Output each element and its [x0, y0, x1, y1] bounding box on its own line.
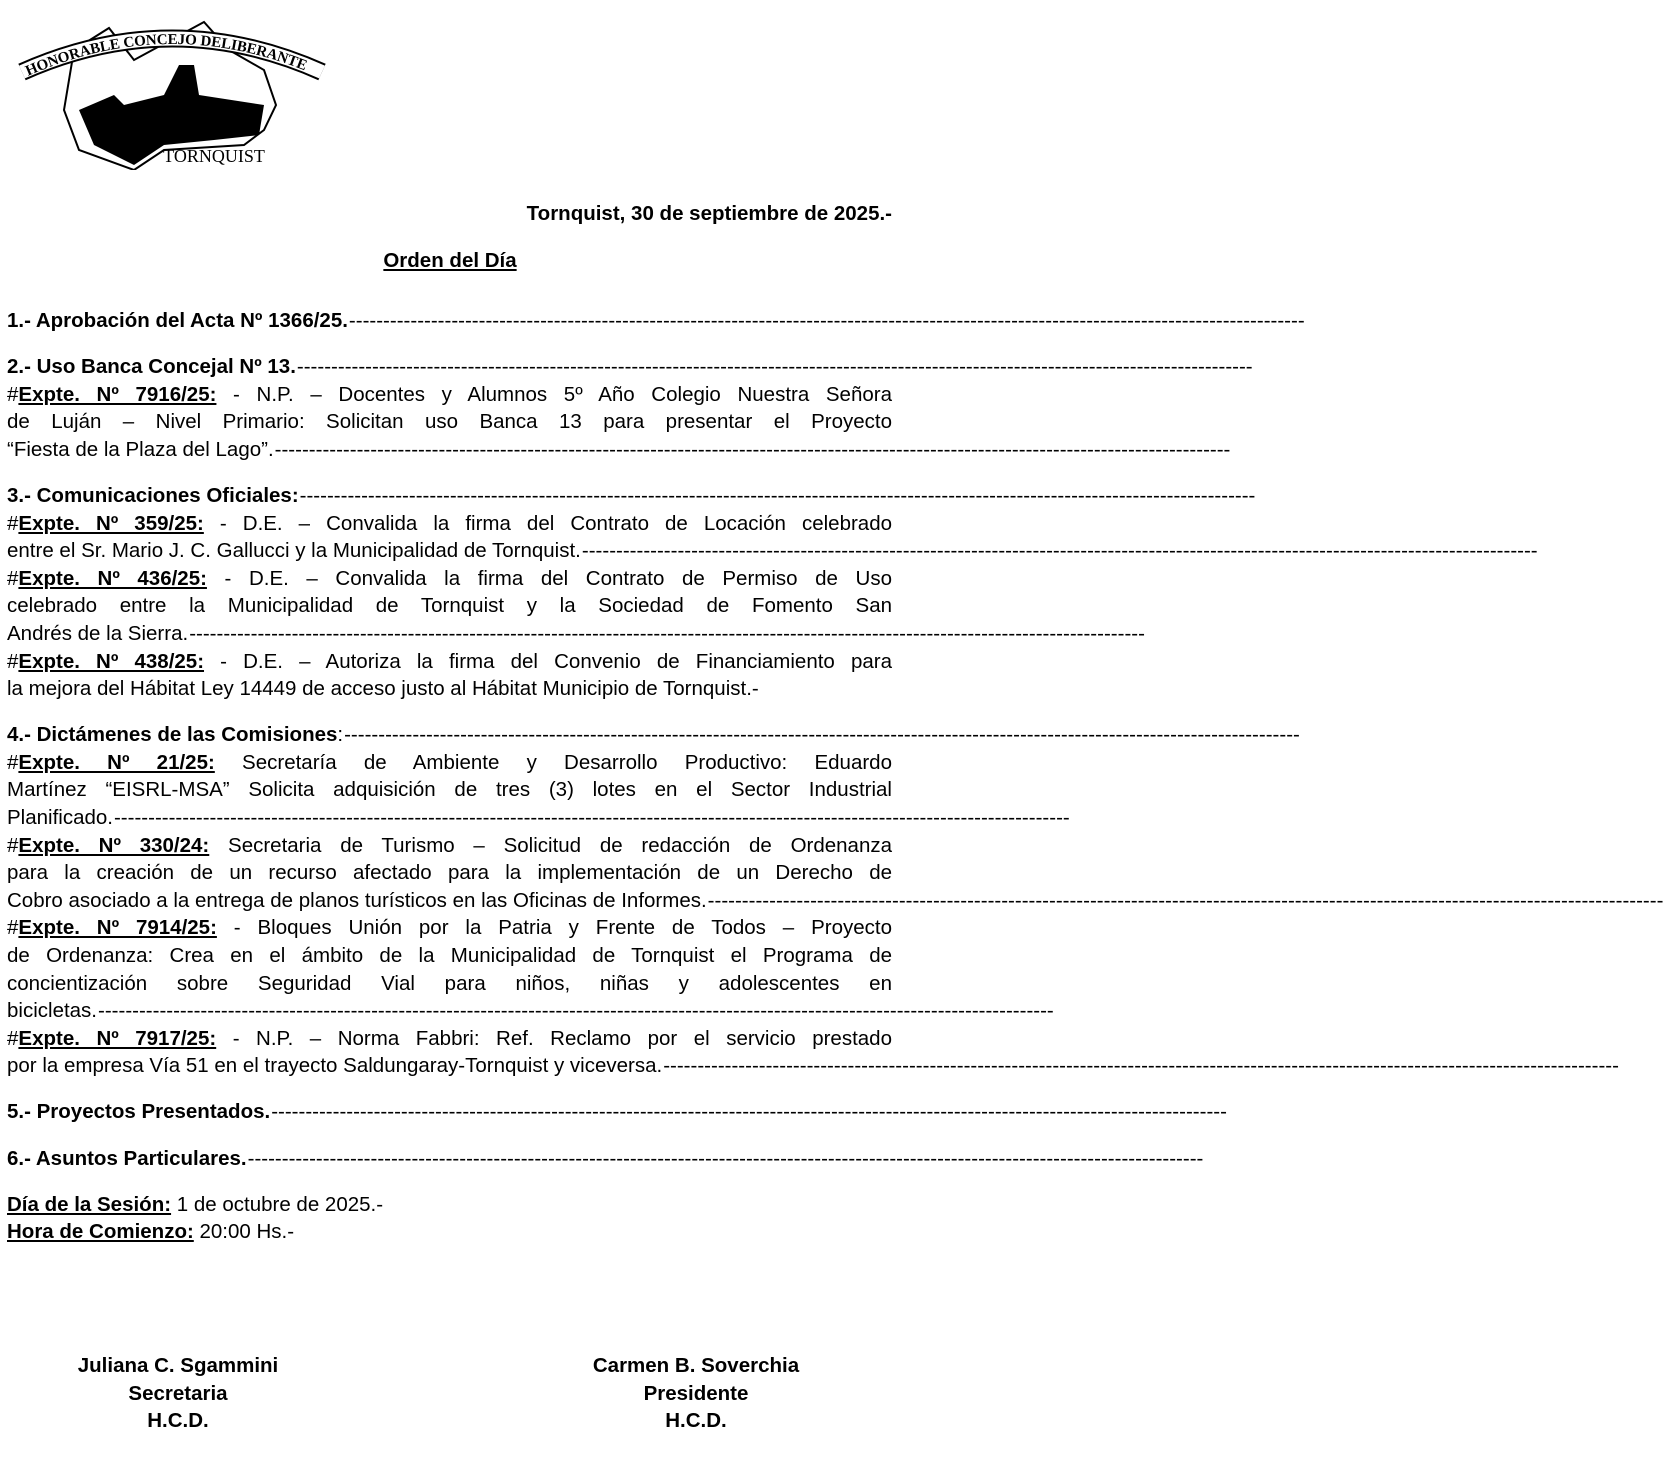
- dash-filler: --------------------------------------------------------------------------------------------------------------------------------------------: [247, 1146, 1204, 1170]
- expte-number: Expte. Nº 438/25:: [18, 649, 205, 673]
- item-heading-text: 4.- Dictámenes de las Comisiones: [7, 723, 338, 747]
- agenda-item: [7, 307, 1305, 335]
- session-day-value: 1 de octubre de 2025.-: [171, 1192, 384, 1216]
- item-heading: [7, 1098, 1227, 1126]
- item-heading-text: 1.- Aprobación del Acta Nº 1366/25.: [7, 309, 348, 332]
- expte-text: Secretaria de Turismo – Solicitud de redacción de Ordenanza: [209, 833, 893, 857]
- item-line: [7, 620, 1145, 648]
- session-day: [7, 1191, 892, 1219]
- expte-text: Secretaría de Ambiente y Desarrollo Productivo: Eduardo: [214, 750, 892, 774]
- expte-ref: #Expte. Nº 7914/25:: [7, 916, 217, 940]
- item-line: [7, 1052, 1619, 1080]
- item-line: [7, 997, 1054, 1025]
- item-line: [7, 887, 1663, 915]
- item-line: [7, 537, 1538, 565]
- expte-ref: #Expte. Nº 436/25:: [7, 566, 207, 590]
- item-heading: [7, 353, 1253, 381]
- item-line: [7, 749, 892, 777]
- session-hour-value: 20:00 Hs.-: [193, 1220, 295, 1244]
- item-line: [7, 510, 892, 538]
- item-line: [7, 648, 892, 676]
- agenda-item: [7, 721, 1663, 1080]
- agenda-item: [7, 1098, 1227, 1126]
- line-text: concientización sobre Seguridad Vial para niños, niñas y adolescentes en: [7, 971, 892, 995]
- expte-number: Expte. Nº 21/25:: [18, 750, 215, 774]
- item-heading-text: 6.- Asuntos Particulares.: [7, 1146, 247, 1170]
- dash-filler: --------------------------------------------------------------------------------------------------------------------------------------------: [663, 1054, 1619, 1078]
- dash-filler: --------------------------------------------------------------------------------------------------------------------------------------------: [113, 806, 1070, 829]
- line-text: para la creación de un recurso afectado para la implementación de un Derecho de: [7, 861, 892, 885]
- item-line: [7, 859, 892, 887]
- dash-filler: --------------------------------------------------------------------------------------------------------------------------------------------: [581, 539, 1538, 563]
- item-line: [7, 942, 892, 970]
- expte-number: Expte. Nº 7914/25:: [18, 916, 217, 940]
- item-heading: [7, 1145, 1204, 1173]
- line-text: Andrés de la Sierra.: [7, 621, 189, 645]
- item-heading: [7, 721, 1300, 749]
- signature-president: Carmen B. Soverchia Presidente H.C.D.: [592, 1354, 800, 1433]
- expte-number: Expte. Nº 7917/25:: [18, 1026, 217, 1050]
- line-text: Martínez “EISRL-MSA” Solicita adquisición de tres (3) lotes en el Sector Industrial: [7, 778, 892, 802]
- item-line: [7, 804, 1070, 832]
- line-text: entre el Sr. Mario J. C. Gallucci y la Municipalidad de Tornquist.: [7, 539, 581, 563]
- page-title: Orden del Día: [383, 249, 517, 272]
- expte-ref: #Expte. Nº 438/25:: [7, 649, 205, 673]
- item-line: [7, 565, 892, 593]
- dash-filler: --------------------------------------------------------------------------------------------------------------------------------------------: [271, 1100, 1227, 1124]
- expte-number: Expte. Nº 330/24:: [18, 833, 210, 857]
- dash-filler: --------------------------------------------------------------------------------------------------------------------------------------------: [344, 723, 1300, 747]
- agenda-item: [7, 482, 1538, 703]
- item-heading-text: 5.- Proyectos Presentados.: [7, 1100, 271, 1124]
- expte-number: Expte. Nº 436/25:: [18, 566, 207, 590]
- dash-filler: --------------------------------------------------------------------------------------------------------------------------------------------: [299, 483, 1256, 507]
- expte-text: - D.E. – Convalida la firma del Contrato de Locación celebrado: [203, 511, 893, 535]
- expte-text: - N.P. – Norma Fabbri: Ref. Reclamo por el servicio prestado: [216, 1026, 892, 1050]
- item-line: [7, 832, 892, 860]
- svg-text:HONORABLE CONCEJO DELIBERANTE: HONORABLE CONCEJO DELIBERANTE: [23, 31, 310, 80]
- line-text: Cobro asociado a la entrega de planos turísticos en las Oficinas de Informes.: [7, 888, 707, 912]
- expte-text: - Bloques Unión por la Patria y Frente de Todos – Proyecto: [216, 916, 892, 940]
- expte-text: - D.E. – Autoriza la firma del Convenio de Financiamiento para: [204, 649, 892, 673]
- session-day-label: Día de la Sesión:: [7, 1192, 172, 1216]
- agenda-item: [7, 353, 1253, 463]
- expte-number: Expte. Nº 7916/25:: [18, 382, 217, 406]
- item-heading-tail: :: [337, 723, 344, 747]
- expte-text: - D.E. – Convalida la firma del Contrato de Permiso de Uso: [206, 566, 893, 590]
- session-hour-label: Hora de Comienzo:: [7, 1220, 194, 1244]
- document-date: Tornquist, 30 de septiembre de 2025.-: [526, 202, 892, 225]
- expte-text: - N.P. – Docentes y Alumnos 5º Año Colegio Nuestra Señora: [216, 382, 892, 406]
- dash-filler: --------------------------------------------------------------------------------------------------------------------------------------------: [98, 999, 1054, 1023]
- item-heading-text: 2.- Uso Banca Concejal Nº 13.: [7, 355, 296, 379]
- expte-ref: #Expte. Nº 21/25:: [7, 750, 215, 774]
- session-hour: [7, 1218, 892, 1246]
- expte-ref: #Expte. Nº 359/25:: [7, 511, 204, 535]
- expte-ref: #Expte. Nº 7916/25:: [7, 382, 217, 406]
- item-heading: [7, 482, 1256, 510]
- dash-filler: --------------------------------------------------------------------------------------------------------------------------------------------: [348, 309, 1305, 332]
- item-line: [7, 776, 892, 804]
- line-text: de Luján – Nivel Primario: Solicitan uso Banca 13 para presentar el Proyecto: [7, 410, 892, 434]
- item-line: [7, 408, 892, 436]
- line-text: de Ordenanza: Crea en el ámbito de la Municipalidad de Tornquist el Programa de: [7, 943, 892, 967]
- item-line: [7, 914, 892, 942]
- expte-number: Expte. Nº 359/25:: [18, 511, 204, 535]
- line-text: “Fiesta de la Plaza del Lago”.: [7, 437, 274, 461]
- svg-text:TORNQUIST: TORNQUIST: [163, 146, 265, 166]
- line-text: Planificado.: [7, 806, 113, 829]
- line-text: por la empresa Vía 51 en el trayecto Saldungaray-Tornquist y viceversa.: [7, 1054, 663, 1078]
- agenda-item: [7, 1145, 1204, 1173]
- item-heading: [7, 307, 1305, 335]
- expte-ref: #Expte. Nº 7917/25:: [7, 1026, 217, 1050]
- line-text: celebrado entre la Municipalidad de Tornquist y la Sociedad de Fomento San: [7, 594, 892, 618]
- line-text: bicicletas.: [7, 999, 98, 1023]
- expte-ref: #Expte. Nº 330/24:: [7, 833, 210, 857]
- line-text: la mejora del Hábitat Ley 14449 de acceso justo al Hábitat Municipio de Tornquist.-: [7, 677, 759, 701]
- dash-filler: --------------------------------------------------------------------------------------------------------------------------------------------: [296, 355, 1253, 379]
- dash-filler: --------------------------------------------------------------------------------------------------------------------------------------------: [707, 888, 1663, 912]
- council-logo: [14, 10, 330, 170]
- item-line: [7, 1025, 892, 1053]
- item-line: [7, 970, 892, 998]
- dash-filler: --------------------------------------------------------------------------------------------------------------------------------------------: [189, 621, 1145, 645]
- signature-secretary: Juliana C. Sgammini Secretaria H.C.D.: [77, 1354, 279, 1433]
- item-line: [7, 675, 892, 703]
- item-line: [7, 592, 892, 620]
- item-line: [7, 436, 1231, 464]
- session-info: [7, 1191, 892, 1246]
- item-line: [7, 381, 892, 409]
- item-heading-text: 3.- Comunicaciones Oficiales:: [7, 483, 299, 507]
- dash-filler: --------------------------------------------------------------------------------------------------------------------------------------------: [274, 437, 1231, 461]
- agenda-body: [7, 307, 1663, 1246]
